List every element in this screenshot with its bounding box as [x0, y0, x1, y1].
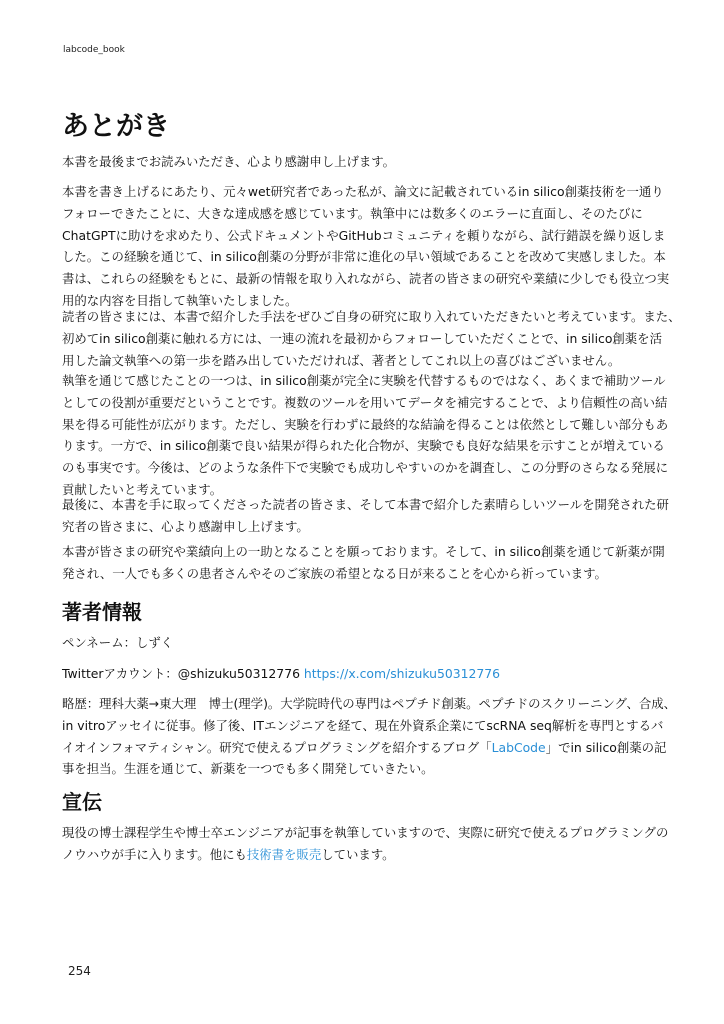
text-line: 究者の皆さまに、心より感謝申し上げます。: [62, 518, 309, 534]
page-title: あとがき: [62, 111, 170, 142]
text-line: 初めてin silico創薬に触れる方には、一連の流れを最初からフォローしていただくことで、in silico創薬を活: [62, 330, 662, 346]
promo-text: [62, 822, 669, 866]
twitter-label: Twitterアカウント：@shizuku50312776: [62, 666, 304, 681]
text-line: としての役割が重要だということです。複数のツールを用いてデータを補完することで、より信頼性の高い結: [62, 394, 668, 410]
text-line: ります。一方で、in silico創薬で良い結果が得られた化合物が、実験でも良好な結果を示すことが増えている: [62, 438, 665, 454]
text-line: 用した論文執筆への第一歩を踏み出していただければ、著者としてこれ以上の喜びはございません。: [62, 352, 621, 368]
twitter-link[interactable]: https://x.com/shizuku50312776: [303, 666, 501, 681]
text-line: フォローできたことに、大きな達成感を感じています。執筆中には数多くのエラーに直面し、そのたびに: [62, 205, 643, 221]
running-header: labcode_book: [63, 45, 125, 55]
text-line: 発され、一人でも多くの患者さんやそのご家族の希望となる日が来ることを心から祈っています。: [62, 565, 607, 581]
tech-books-link[interactable]: 技術書を販売: [246, 846, 322, 862]
text-line: 略歴：理科大薬→東大理 博士(理学)。大学院時代の専門はペプチド創薬。ペプチドのスクリーニング、合成、: [62, 696, 677, 711]
paragraph: [62, 181, 670, 312]
text-line: 本書を最後までお読みいただき、心より感謝申し上げます。: [62, 154, 396, 169]
text-line: ペンネーム：しずく: [62, 635, 174, 650]
text-line: 読者の皆さまには、本書で紹介した手法をぜひご自身の研究に取り入れていただきたいと考えています。また、: [62, 309, 681, 324]
labcode-link[interactable]: LabCode: [491, 739, 546, 755]
paragraph: [62, 541, 665, 585]
text-line: 事を担当。生涯を通じて、新薬を一つでも多く開発していきたい。: [62, 761, 434, 777]
text-line: ノウハウが手に入ります。他にも: [62, 846, 247, 862]
author-bio: [62, 693, 677, 780]
paragraph: [62, 306, 681, 371]
text-line: 果を得る可能性が広がります。ただし、実験を行わずに最終的な結論を得ることは依然として難しい部分もあ: [62, 416, 669, 432]
text-line: のも事実です。今後は、どのような条件下で実験でも成功しやすいのかを調査し、この分野のさらなる発展に: [62, 460, 669, 476]
text-line: 」でin silico創薬の記: [545, 739, 667, 755]
twitter-line: [62, 663, 622, 685]
text-line: しています。: [321, 846, 395, 862]
paragraph: [62, 151, 622, 173]
page-number: 254: [68, 964, 91, 978]
text-line: 本書が皆さまの研究や業績向上の一助となることを願っております。そして、in silico創薬を通じて新薬が開: [62, 544, 665, 559]
text-line: ChatGPTに助けを求めたり、公式ドキュメントやGitHubコミュニティを頼りながら、試行錯誤を繰り返しま: [62, 227, 666, 243]
text-line: 執筆を通じて感じたことの一つは、in silico創薬が完全に実験を代替するものではなく、あくまで補助ツール: [62, 373, 666, 388]
section-heading-author: 著者情報: [62, 600, 142, 624]
text-line: in vitroアッセイに従事。修了後、ITエンジニアを経て、現在外資系企業にてscRNA seq解析を専門とするバ: [62, 717, 664, 733]
paragraph: [62, 494, 669, 538]
text-line: 最後に、本書を手に取ってくださった読者の皆さま、そして本書で紹介した素晴らしいツールを開発された研: [62, 497, 669, 512]
text-line: 用的な内容を目指して執筆いたしました。: [62, 292, 298, 308]
text-line: イオインフォマティシャン。研究で使えるプログラミングを紹介するブログ「: [62, 739, 492, 755]
text-line: 本書を書き上げるにあたり、元々wet研究者であった私が、論文に記載されているin silico創薬技術を一通り: [62, 184, 664, 199]
pen-name: [62, 632, 622, 654]
text-line: した。この経験を通じて、in silico創薬の分野が非常に進化の早い領域であることを改めて実感しました。本: [62, 249, 666, 265]
paragraph: [62, 370, 669, 501]
text-line: 書は、これらの経験をもとに、最新の情報を取り入れながら、読者の皆さまの研究や業績に少しでも役立つ実: [62, 271, 670, 287]
text-line: 現役の博士課程学生や博士卒エンジニアが記事を執筆していますので、実際に研究で使えるプログラミングの: [62, 825, 669, 840]
section-heading-promo: 宣伝: [62, 790, 102, 814]
text-line: 貢献したいと考えています。: [62, 481, 223, 497]
